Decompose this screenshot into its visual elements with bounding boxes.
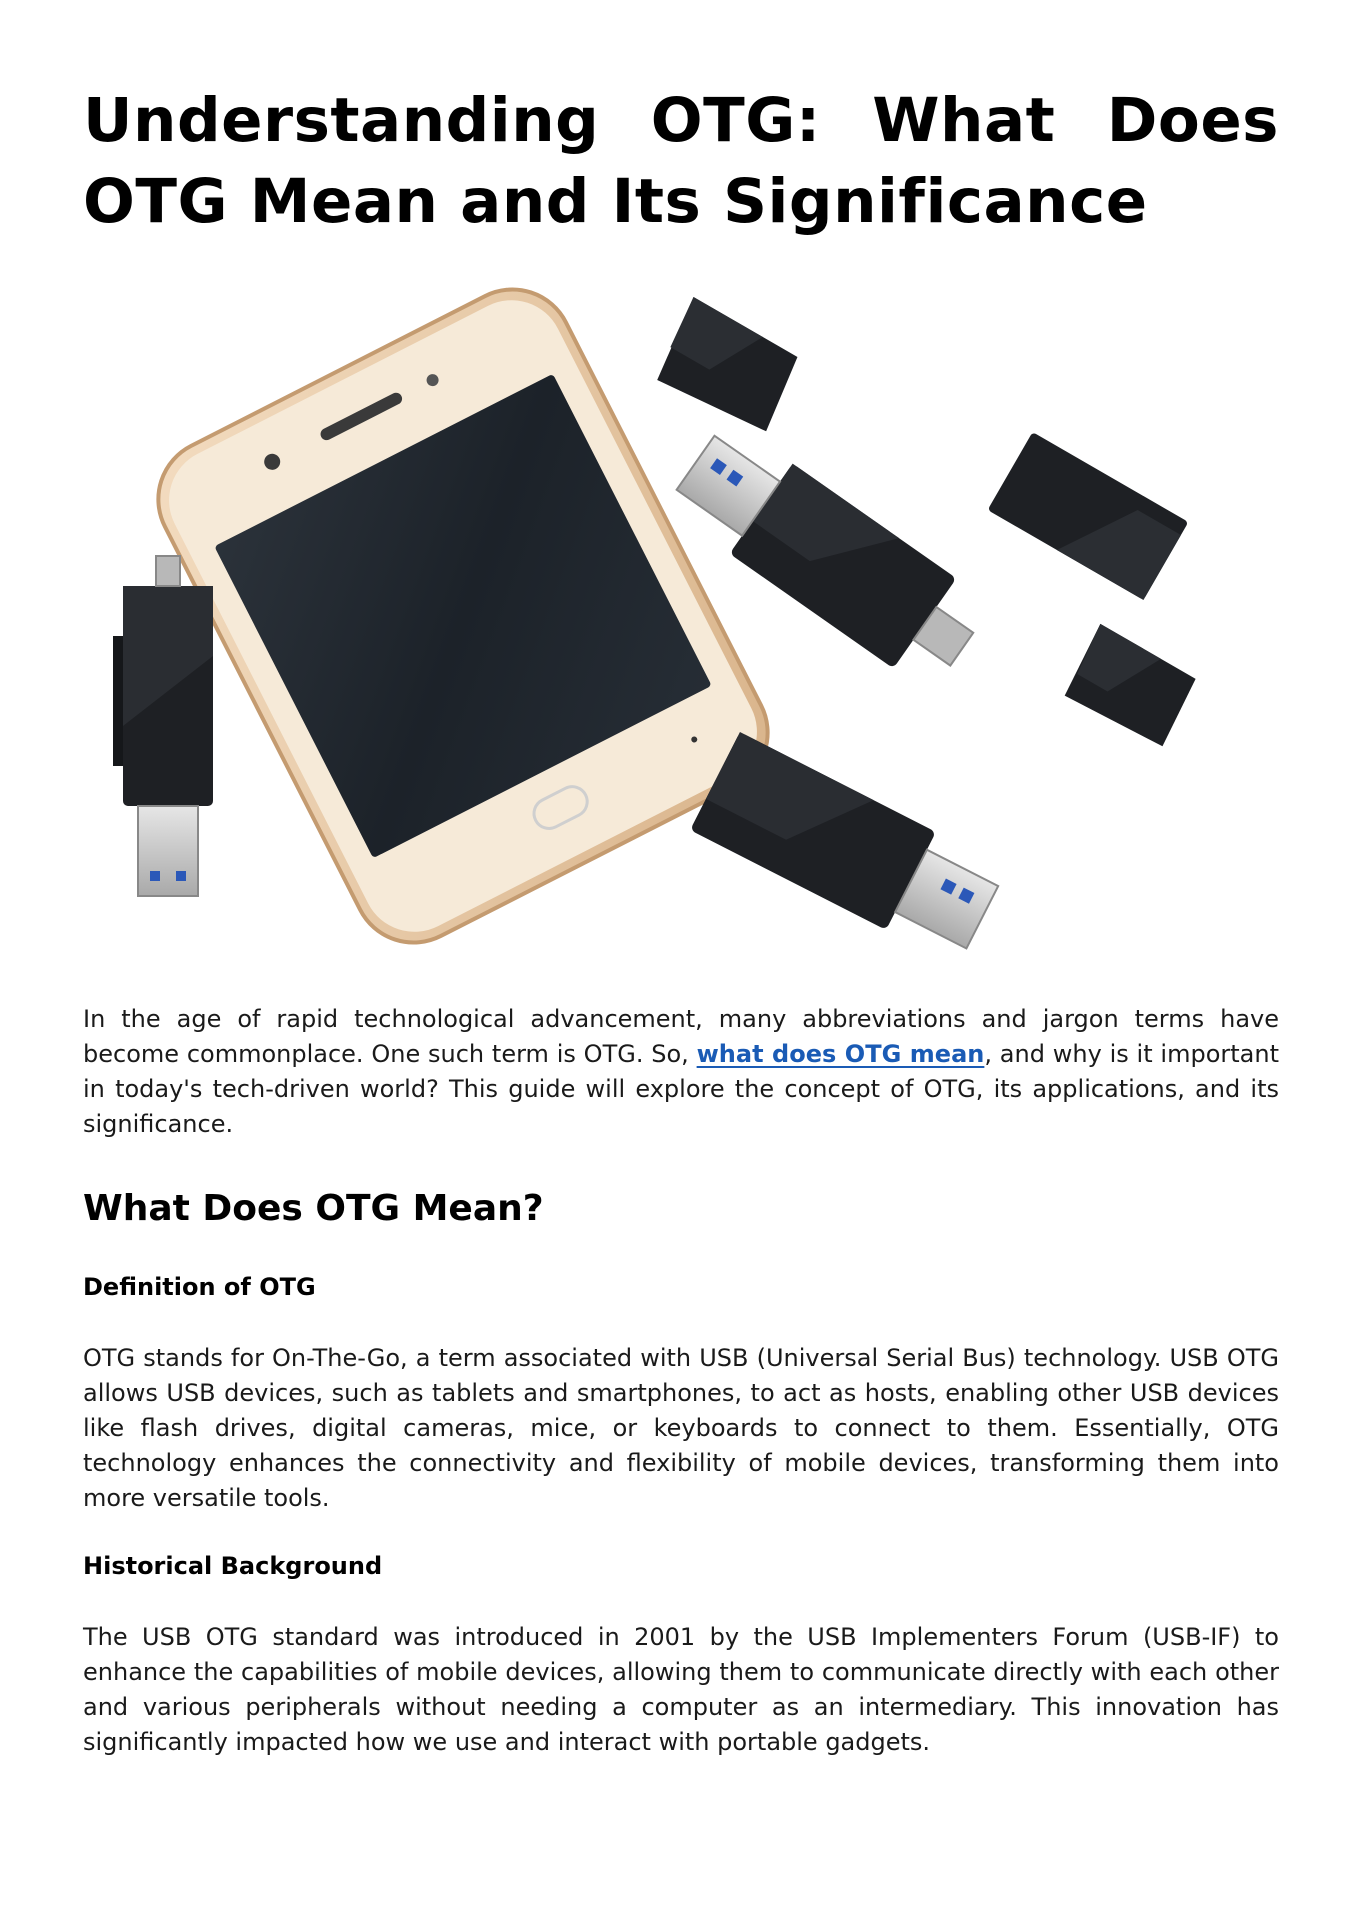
intro-paragraph bbox=[83, 1002, 1279, 1142]
definition-paragraph: OTG stands for On-The-Go, a term associated with USB (Universal Serial Bus) technology. USB OTG allows USB devices, such as tablets and smartphones, to act as hosts, enabling other USB devices like flash drives, digital cameras, mice, or keyboards to connect to them. Essentially, OTG technology enhances the connectivity and flexibility of mobile devices, transforming them into more versatile tools. bbox=[83, 1344, 1279, 1512]
intro-text-end: , and why is it important in today's tech-driven world? This guide will explore the concept of OTG, its applications, and its significance. bbox=[83, 1040, 1279, 1138]
hero-image bbox=[83, 286, 1218, 960]
drive-cap-2 bbox=[988, 432, 1189, 600]
history-paragraph: The USB OTG standard was introduced in 2001 by the USB Implementers Forum (USB-IF) to enhance the capabilities of mobile devices, allowing them to communicate directly with each other and various peripherals without needing a computer as an intermediary. This innovation has significantly impacted how we use and interact with portable gadgets. bbox=[83, 1623, 1279, 1756]
otg-phone-illustration bbox=[83, 286, 1218, 960]
intro-text-start: In the age of rapid technological advancement, many abbreviations and jargon terms have become commonplace. One such term is OTG. So, bbox=[83, 1005, 1279, 1068]
section-heading: What Does OTG Mean? bbox=[83, 1188, 544, 1229]
drive-cap-1 bbox=[649, 297, 807, 440]
definition-heading: Definition of OTG bbox=[83, 1273, 316, 1301]
otg-drive-plugged bbox=[690, 732, 1007, 960]
history-heading: Historical Background bbox=[83, 1552, 383, 1580]
otg-drive-left bbox=[113, 556, 213, 896]
article-title: Understanding OTG: What Does OTG Mean and Its Significance bbox=[83, 85, 1279, 237]
drive-cap-3 bbox=[1060, 624, 1200, 751]
what-does-otg-mean-link[interactable]: what does OTG mean bbox=[696, 1040, 985, 1068]
